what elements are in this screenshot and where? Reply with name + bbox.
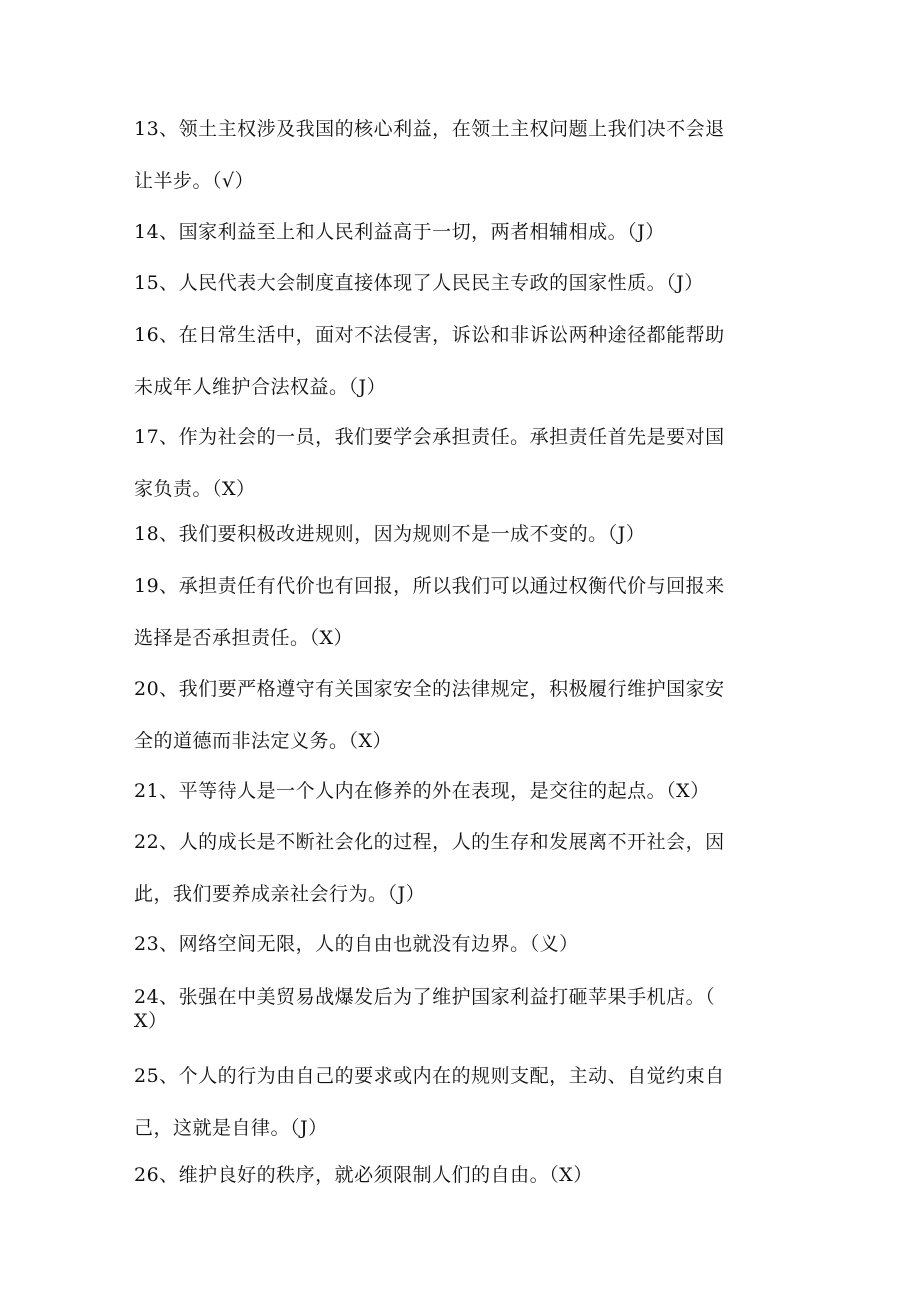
question-21: [134, 779, 786, 803]
question-13-line-1: 13、领土主权涉及我国的核心利益，在领土主权问题上我们决不会退: [134, 118, 725, 140]
question-25-line-2: 己，这就是自律。（J）: [134, 1117, 328, 1139]
question-20: [134, 677, 786, 753]
question-24: [134, 985, 786, 1033]
question-23: [134, 932, 786, 956]
question-17: [134, 425, 786, 501]
question-18: [134, 522, 786, 546]
question-15-line-1: 15、人民代表大会制度直接体现了人民民主专政的国家性质。（J）: [134, 272, 704, 294]
question-16-line-2: 未成年人维护合法权益。（J）: [134, 376, 387, 398]
question-20-line-2: 全的道德而非法定义务。（X）: [134, 730, 393, 752]
question-22-line-1: 22、人的成长是不断社会化的过程，人的生存和发展离不开社会，因: [134, 831, 725, 853]
question-17-line-2: 家负责。（X）: [134, 478, 256, 500]
question-13: [134, 117, 786, 193]
question-15: [134, 271, 786, 295]
question-14-line-1: 14、国家利益至上和人民利益高于一切，两者相辅相成。（J）: [134, 221, 665, 243]
question-13-line-2: 让半步。（√）: [134, 170, 255, 192]
question-26: [134, 1163, 786, 1187]
question-24-line-2: X）: [134, 1010, 168, 1032]
question-20-line-1: 20、我们要严格遵守有关国家安全的法律规定，积极履行维护国家安: [134, 678, 725, 700]
question-24-line-1: 24、张强在中美贸易战爆发后为了维护国家利益打砸苹果手机店。（: [134, 986, 716, 1008]
question-25-line-1: 25、个人的行为由自己的要求或内在的规则支配，主动、自觉约束自: [134, 1065, 725, 1087]
question-16-line-1: 16、在日常生活中，面对不法侵害，诉讼和非诉讼两种途径都能帮助: [134, 324, 725, 346]
question-21-line-1: 21、平等待人是一个人内在修养的外在表现，是交往的起点。（X）: [134, 780, 710, 802]
question-14: [134, 220, 786, 244]
question-25: [134, 1064, 786, 1140]
question-17-line-1: 17、作为社会的一员，我们要学会承担责任。承担责任首先是要对国: [134, 426, 725, 448]
question-22: [134, 830, 786, 906]
question-19: [134, 574, 786, 650]
question-18-line-1: 18、我们要积极改进规则，因为规则不是一成不变的。（J）: [134, 523, 646, 545]
question-26-line-1: 26、维护良好的秩序，就必须限制人们的自由。（X）: [134, 1164, 593, 1186]
question-19-line-1: 19、承担责任有代价也有回报，所以我们可以通过权衡代价与回报来: [134, 575, 725, 597]
question-19-line-2: 选择是否承担责任。（X）: [134, 627, 354, 649]
question-22-line-2: 此，我们要养成亲社会行为。（J）: [134, 883, 426, 905]
question-23-line-1: 23、网络空间无限，人的自由也就没有边界。（义）: [134, 933, 579, 955]
question-16: [134, 323, 786, 399]
